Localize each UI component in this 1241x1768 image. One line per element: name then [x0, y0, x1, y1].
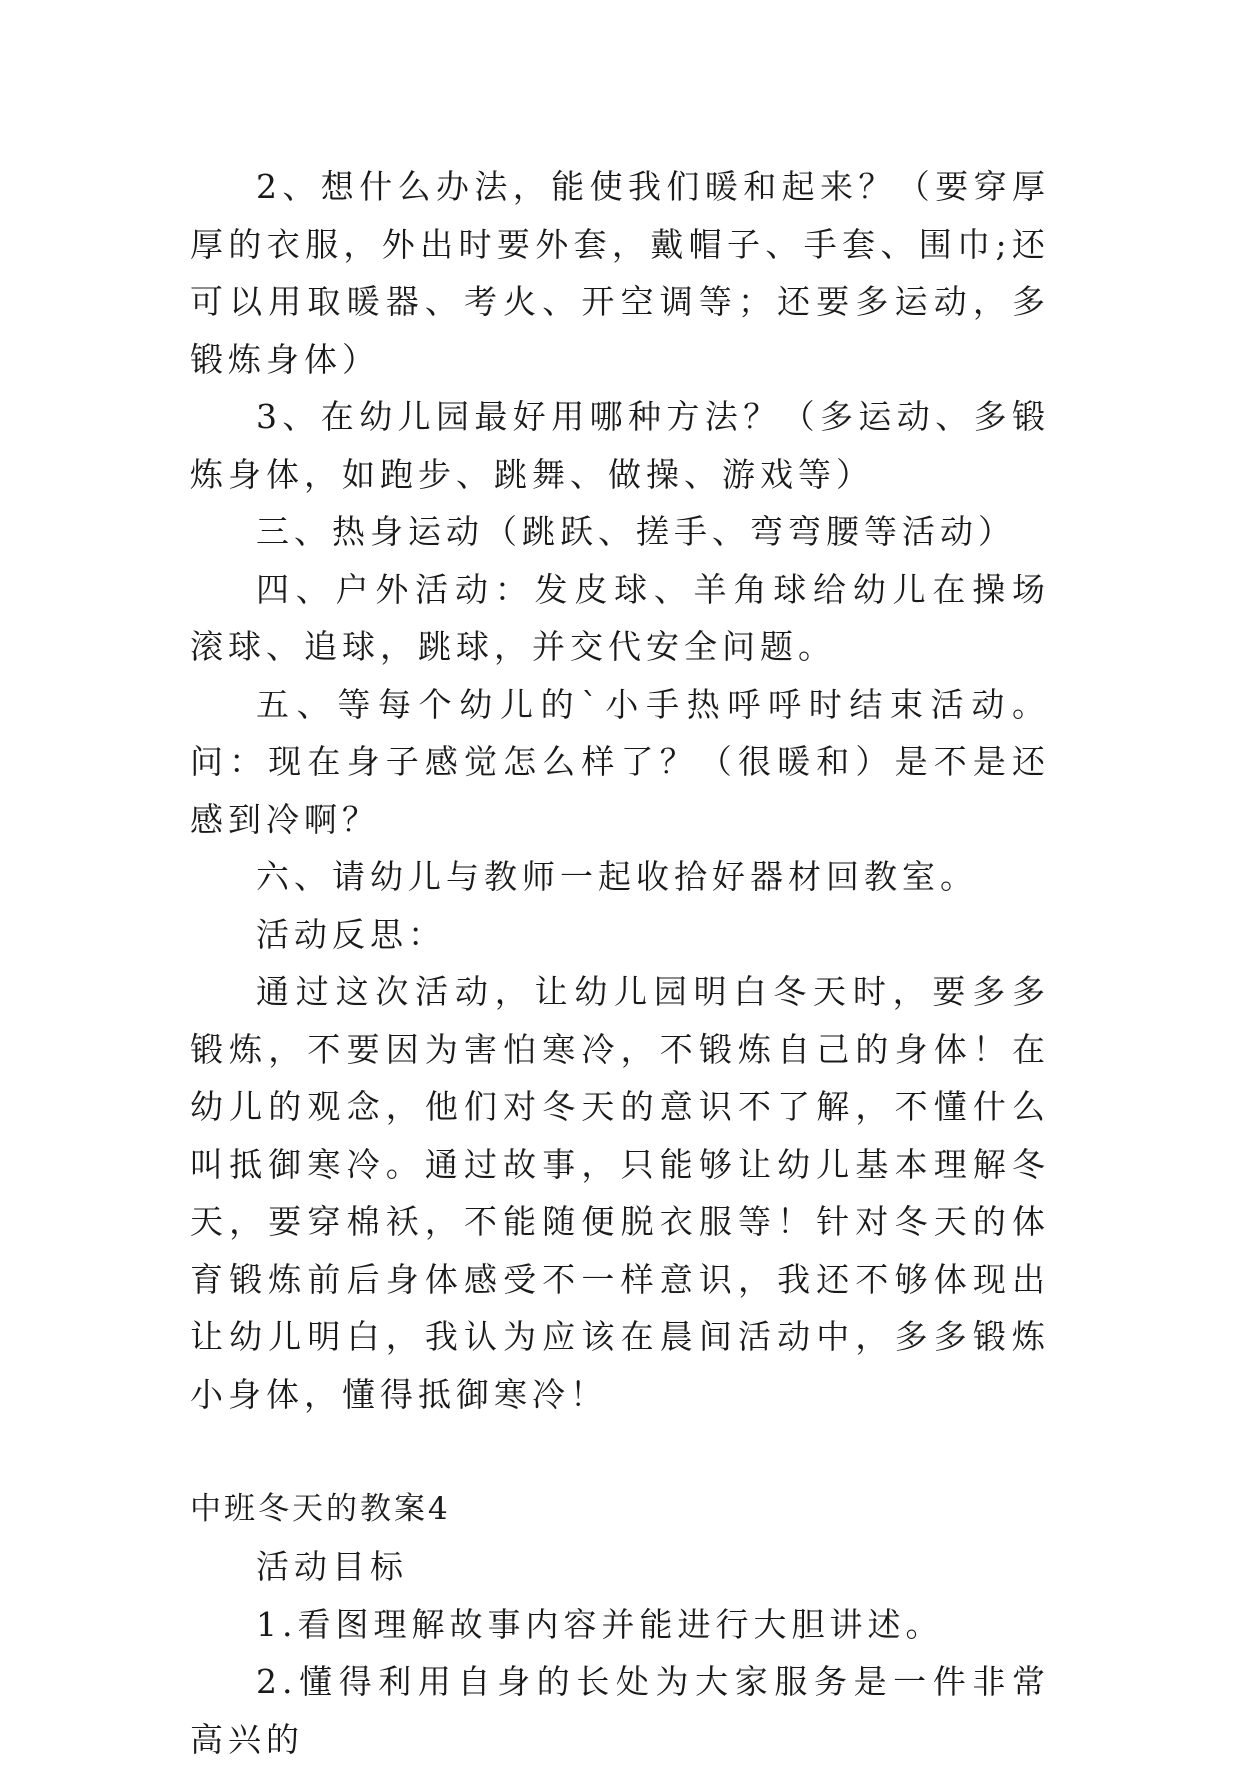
- paragraph: 三、热身运动（跳跃、搓手、弯弯腰等活动）: [256, 512, 1016, 551]
- paragraph: 五、等每个幼儿的`小手热呼呼时结束活动。问：现在身子感觉怎么样了？（很暖和）是不是还感到冷啊？: [190, 684, 1050, 839]
- paragraph: 活动目标: [256, 1547, 408, 1586]
- paragraph: 3、在幼儿园最好用哪种方法？（多运动、多锻炼身体，如跑步、跳舞、做操、游戏等）: [190, 397, 1050, 494]
- section-gap: [190, 1423, 1050, 1481]
- paragraph: 1.看图理解故事内容并能进行大胆讲述。: [256, 1604, 944, 1644]
- section-title: 中班冬天的教案4: [190, 1490, 451, 1527]
- paragraph: 通过这次活动，让幼儿园明白冬天时，要多多锻炼，不要因为害怕寒冷，不锻炼自己的身体！在幼儿的观念，他们对冬天的意识不了解，不懂什么叫抵御寒冷。通过故事，只能够让幼儿基本理解冬天，要穿棉袄，不能随便脱衣服等！针对冬天的体育锻炼前后身体感受不一样意识，我还不够体现出让幼儿明白，我认为应该在晨间活动中，多多锻炼小身体，懂得抵御寒冷！: [190, 972, 1050, 1414]
- paragraph: 六、请幼儿与教师一起收拾好器材回教室。: [256, 857, 978, 896]
- paragraph: 四、户外活动：发皮球、羊角球给幼儿在操场滚球、追球，跳球，并交代安全问题。: [190, 569, 1050, 666]
- paragraph: 2、想什么办法，能使我们暖和起来？（要穿厚厚的衣服，外出时要外套，戴帽子、手套、围巾;还可以用取暖器、考火、开空调等；还要多运动，多锻炼身体）: [190, 167, 1050, 379]
- document-body: [190, 158, 1050, 1768]
- paragraph: 活动反思：: [256, 914, 446, 954]
- paragraph: 2.懂得利用自身的长处为大家服务是一件非常高兴的: [190, 1662, 1050, 1759]
